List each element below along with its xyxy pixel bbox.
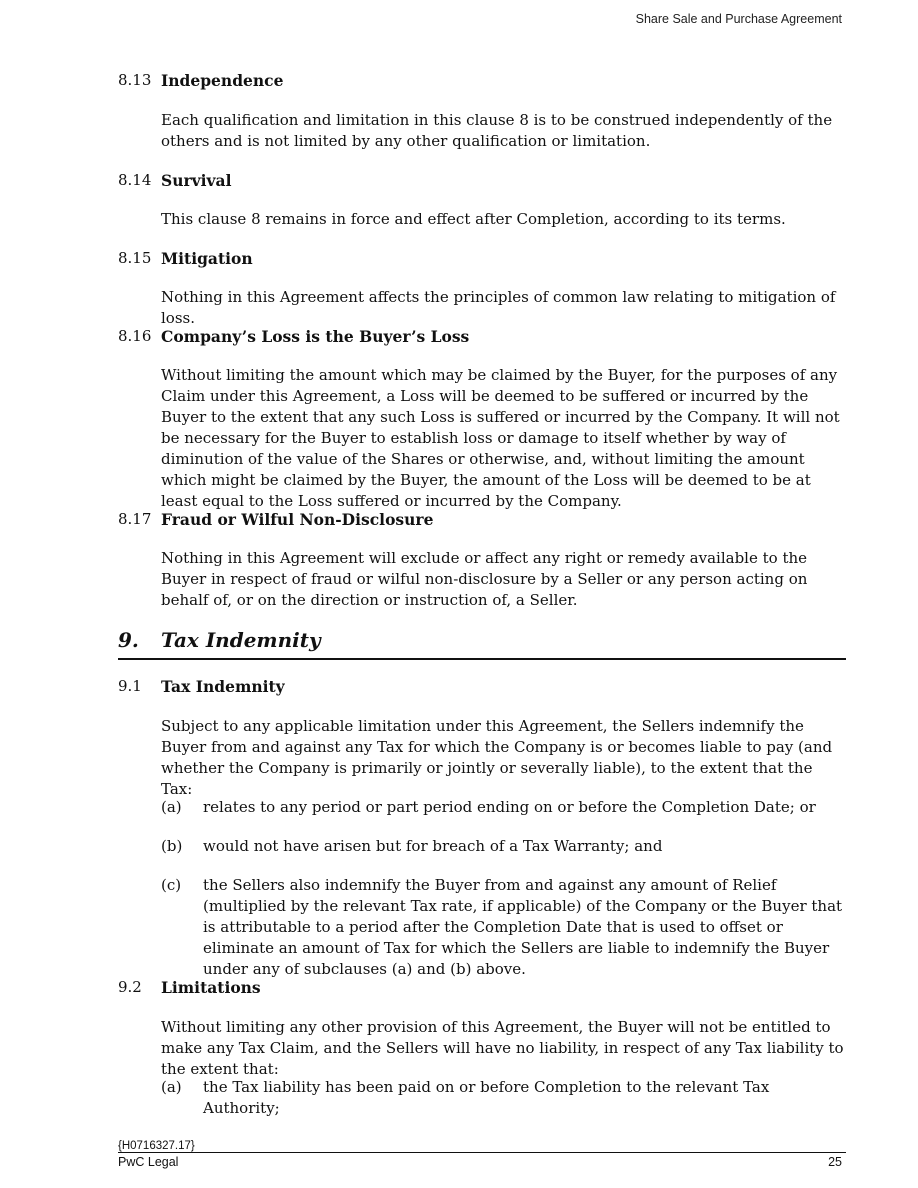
item-label: (a) (161, 798, 182, 816)
clause-text: This clause 8 remains in force and effect after Completion, according to its terms. (161, 210, 786, 228)
clause-text: Without limiting the amount which may be claimed by the Buyer, for the purposes of any Claim under this Agreement, a Loss will be deemed to be suffered or incurred by the Buyer to the extent that any such Loss is suffered or incurred by the Company. It will not be necessary for the Buyer to establish loss or damage to itself whether by way of diminution of the value of the Shares or otherwise, and, without limiting the amount which might be claimed by the Buyer, the amount of the Loss will be deemed to be at least equal to the Loss suffered or incurred by the Company. (161, 366, 840, 510)
item-text: would not have arisen but for breach of a Tax Warranty; and (203, 837, 663, 855)
section-heading-9 (118, 628, 846, 660)
section-number: 9. (118, 628, 139, 652)
item-text: the Tax liability has been paid on or before Completion to the relevant Tax Authority; (203, 1078, 770, 1117)
footer-divider (118, 1152, 846, 1153)
clause-title: Fraud or Wilful Non-Disclosure (161, 510, 434, 529)
clause-title: Independence (161, 71, 284, 90)
clause-title: Tax Indemnity (161, 677, 285, 696)
section-title: Tax Indemnity (161, 628, 321, 652)
clause-title: Mitigation (161, 249, 253, 268)
clause-number: 8.17 (118, 510, 152, 528)
item-text: the Sellers also indemnify the Buyer from and against any amount of Relief (multiplied by the relevant Tax rate, if applicable) of the Company or the Buyer that is attributable to a period after the Completion Date that is used to offset or eliminate an amount of Tax for which the Sellers are liable to indemnify the Buyer under any of subclauses (a) and (b) above. (203, 876, 843, 978)
clause-number: 8.13 (118, 71, 152, 89)
clause-number: 9.1 (118, 677, 142, 695)
clause-text: Without limiting any other provision of this Agreement, the Buyer will not be entitled to make any Tax Claim, and the Sellers will have no liability, in respect of any Tax liability to the extent that: (161, 1018, 844, 1078)
clause-title: Company’s Loss is the Buyer’s Loss (161, 327, 470, 346)
clause-title: Survival (161, 171, 232, 190)
clause-text: Subject to any applicable limitation under this Agreement, the Sellers indemnify the Buyer from and against any Tax for which the Company is or becomes liable to pay (and whether the Company is primarily or jointly or severally liable), to the extent that the Tax: (161, 717, 833, 798)
firm-name: PwC Legal (118, 1155, 179, 1169)
clause-text: Nothing in this Agreement affects the principles of common law relating to mitigation of loss. (161, 288, 836, 327)
clause-number: 8.14 (118, 171, 152, 189)
item-label: (a) (161, 1078, 182, 1096)
clause-text: Each qualification and limitation in this clause 8 is to be construed independently of the others and is not limited by any other qualification or limitation. (161, 111, 833, 150)
clause-number: 8.15 (118, 249, 152, 267)
clause-number: 8.16 (118, 327, 152, 345)
page-number: 25 (828, 1155, 842, 1169)
clause-text: Nothing in this Agreement will exclude or affect any right or remedy available to the Buyer in respect of fraud or wilful non-disclosure by a Seller or any person acting on behalf of, or on the direction or instruction of, a Seller. (161, 549, 808, 609)
item-label: (b) (161, 837, 183, 855)
document-reference: {H0716327.17} (118, 1140, 195, 1152)
item-label: (c) (161, 876, 182, 894)
item-text: relates to any period or part period ending on or before the Completion Date; or (203, 798, 816, 816)
clause-number: 9.2 (118, 978, 142, 996)
clause-title: Limitations (161, 978, 261, 997)
document-header: Share Sale and Purchase Agreement (635, 12, 842, 26)
